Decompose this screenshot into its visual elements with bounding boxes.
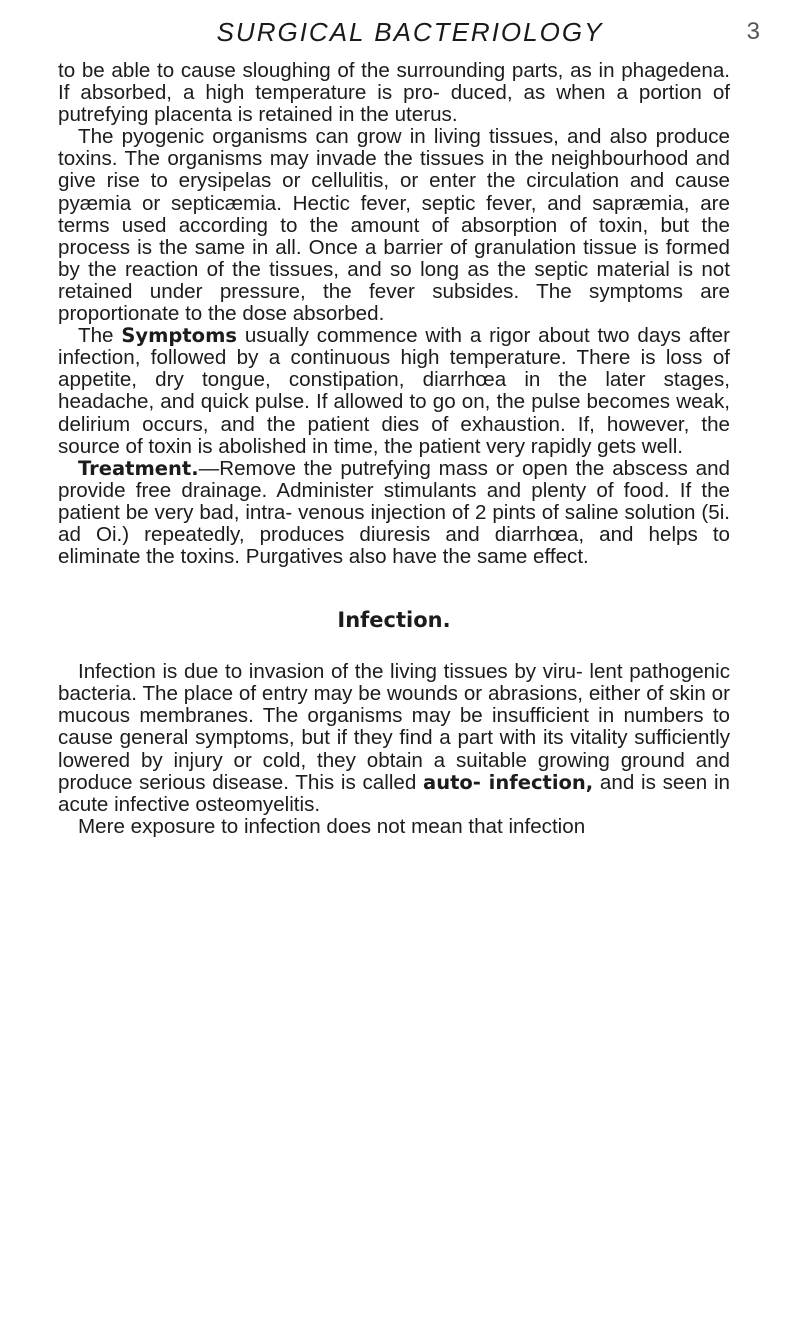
body-text	[58, 60, 730, 838]
paragraph-infection	[58, 661, 730, 816]
paragraph-symptoms	[58, 325, 730, 458]
page-number: 3	[746, 18, 760, 45]
paragraph-continued	[58, 60, 730, 126]
paragraph-text: The pyogenic organisms can grow in living tissues, and also produce toxins. The organisms may invade the tissues in the neighbourhood and give rise to erysipelas or cellulitis, or enter the circulation and cause pyæmia or septicæmia. Hectic fever, septic fever, and sapræmia, are terms used according to the amount of absorption of toxin, but the process is the same in all. Once a barrier of granulation tissue is formed by the reaction of the tissues, and so long as the septic material is not retained under pressure, the fever subsides. The symptoms are proportionate to the dose absorbed.	[58, 125, 730, 326]
paragraph-text-before: Infection is due to invasion of the living tissues by viru- lent pathogenic bacteria. The place of entry may be wounds or abrasions, either of skin or mucous membranes. The organisms may be insufficient in numbers to cause general symptoms, but if they find a part with its vitality sufficiently lowered by injury or cold, they obtain a suitable growing ground and produce serious disease. This is called	[58, 660, 730, 794]
term-symptoms: Symptoms	[121, 324, 238, 348]
running-head	[60, 12, 760, 52]
paragraph-text-after: and is seen in acute infective osteomyelitis.	[58, 770, 730, 816]
paragraph-pyogenic-organisms	[58, 126, 730, 325]
paragraph-text-after: —Remove the putrefying mass or open the abscess and provide free drainage. Administer stimulants and plenty of food. If the patient be very bad, intra- venous injection of 2 pints of saline solution (5i. ad Oi.) repeatedly, produces diuresis and diarrhœa, and helps to eliminate the toxins. Purgatives also have the same effect.	[58, 456, 730, 569]
paragraph-text-before: The	[78, 324, 122, 348]
paragraph-text: to be able to cause sloughing of the surrounding parts, as in phagedena. If absorbed, a high temperature is pro- duced, as when a portion of putrefying placenta is retained in the uterus.	[58, 59, 730, 127]
running-title: SURGICAL BACTERIOLOGY	[216, 17, 604, 47]
section-heading-infection: Infection.	[337, 608, 451, 633]
paragraph-text: Mere exposure to infection does not mean that infection	[78, 814, 586, 838]
paragraph-text-after: usually commence with a rigor about two days after infection, followed by a continuous high temperature. There is loss of appetite, dry tongue, constipation, diarrhœa in the later stages, headache, and quick pulse. If allowed to go on, the pulse becomes weak, delirium occurs, and the patient dies of exhaustion. If, however, the source of toxin is abolished in time, the patient very rapidly gets well.	[58, 324, 730, 458]
paragraph-treatment	[58, 458, 730, 568]
term-auto-infection: auto- infection,	[423, 770, 594, 794]
paragraph-exposure	[58, 816, 730, 838]
term-treatment: Treatment.	[78, 456, 199, 480]
